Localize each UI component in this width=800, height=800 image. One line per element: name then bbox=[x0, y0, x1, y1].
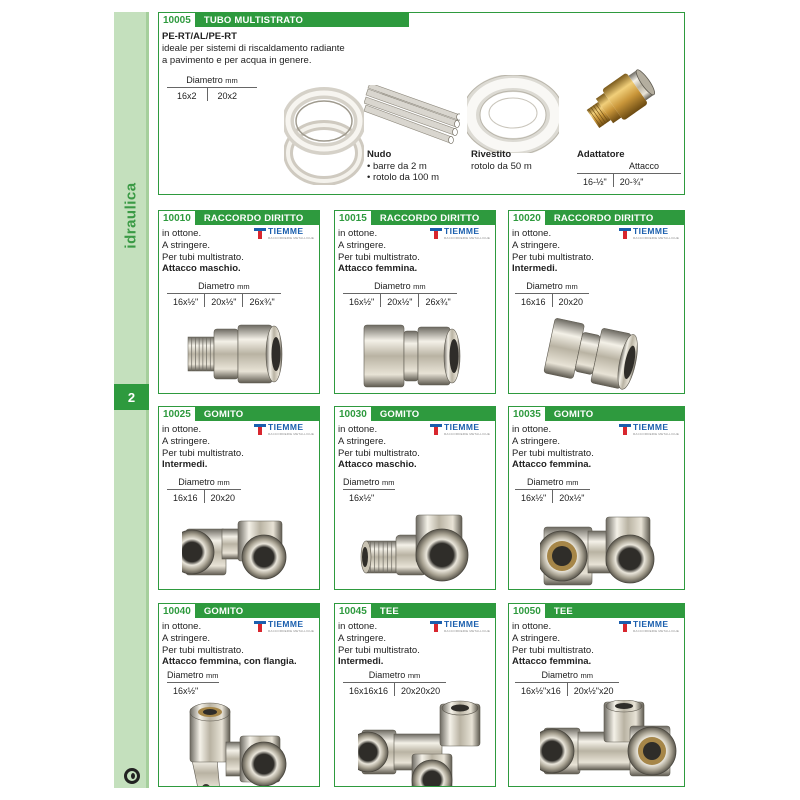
desc-line-bold: Attacco maschio. bbox=[338, 459, 417, 471]
size-table-row bbox=[343, 293, 457, 307]
brand-logo bbox=[254, 423, 314, 436]
brand-name: TIEMME bbox=[633, 422, 669, 432]
desc-line-bold: Intermedi. bbox=[338, 656, 384, 668]
tee-female-icon bbox=[540, 700, 680, 787]
size-table bbox=[515, 477, 590, 503]
product-code: 10030 bbox=[335, 407, 372, 421]
card-header bbox=[335, 211, 495, 225]
product-code: 10045 bbox=[335, 604, 372, 618]
adattatore-table-header: Attacco bbox=[628, 161, 659, 171]
product-title: RACCORDO DIRITTO bbox=[553, 212, 654, 224]
card-header bbox=[509, 407, 684, 421]
product-description bbox=[512, 621, 594, 668]
brand-logo-icon bbox=[254, 228, 266, 239]
desc-line: A stringere. bbox=[162, 632, 211, 644]
adapter-fitting-icon bbox=[567, 53, 667, 149]
brand-logo bbox=[619, 620, 679, 633]
size-table-row bbox=[167, 87, 257, 101]
desc-line-bold: Attacco femmina, con flangia. bbox=[162, 656, 297, 668]
product-card-10035 bbox=[508, 406, 685, 590]
desc-line: Per tubi multistrato. bbox=[162, 251, 244, 263]
elbow-union-icon bbox=[182, 507, 292, 590]
size-table-row bbox=[515, 489, 590, 503]
product-title: GOMITO bbox=[379, 408, 420, 420]
elbow-female-icon bbox=[540, 507, 660, 590]
adattatore-table bbox=[577, 161, 681, 187]
product-title: GOMITO bbox=[203, 605, 244, 617]
straight-union-fitting-icon bbox=[540, 315, 650, 394]
size-value: 16x½" bbox=[349, 297, 375, 307]
size-table bbox=[515, 281, 589, 307]
product-description bbox=[162, 424, 244, 471]
size-table-header: Diametro mm bbox=[343, 477, 395, 487]
brand-tagline: RACCORDERIE METALLICHE bbox=[444, 629, 491, 633]
brand-tagline: RACCORDERIE METALLICHE bbox=[268, 629, 315, 633]
desc-line: in ottone. bbox=[512, 424, 552, 435]
section-label bbox=[116, 170, 146, 260]
brand-tagline: RACCORDERIE METALLICHE bbox=[444, 432, 491, 436]
desc-line: Per tubi multistrato. bbox=[162, 644, 244, 656]
desc-line: Per tubi multistrato. bbox=[338, 644, 420, 656]
desc-line: in ottone. bbox=[338, 424, 378, 435]
size-table-header: Diametro mm bbox=[526, 477, 579, 487]
size-table-header: Diametro mm bbox=[541, 670, 593, 680]
card-header bbox=[159, 604, 319, 618]
product-title: TEE bbox=[379, 605, 399, 617]
desc-line: Per tubi multistrato. bbox=[338, 447, 420, 459]
desc-line-bold: Attacco femmina. bbox=[512, 656, 592, 668]
desc-line: A stringere. bbox=[338, 632, 387, 644]
section-label-text: idraulica bbox=[122, 181, 140, 249]
product-title: TUBO MULTISTRATO bbox=[203, 14, 304, 26]
product-title: RACCORDO DIRITTO bbox=[203, 212, 304, 224]
desc-line-bold: Intermedi. bbox=[162, 459, 208, 471]
straight-female-fitting-icon bbox=[358, 315, 468, 394]
desc-line: in ottone. bbox=[512, 228, 552, 239]
product-title: RACCORDO DIRITTO bbox=[379, 212, 480, 224]
desc-line-bold: Attacco maschio. bbox=[162, 263, 241, 275]
size-table bbox=[167, 281, 281, 307]
product-description bbox=[162, 228, 244, 275]
card-header bbox=[159, 13, 409, 27]
brand-logo bbox=[619, 227, 679, 240]
product-description bbox=[162, 31, 345, 66]
size-value: 16x16 bbox=[521, 297, 546, 307]
desc-line: A stringere. bbox=[338, 239, 387, 251]
brand-logo bbox=[430, 620, 490, 633]
page-top-strip bbox=[0, 0, 800, 7]
desc-line: in ottone. bbox=[338, 621, 378, 632]
desc-line: A stringere. bbox=[512, 632, 561, 644]
attacco-value: 20-¾" bbox=[613, 174, 650, 187]
product-code: 10035 bbox=[509, 407, 546, 421]
nudo-line: • rotolo da 100 m bbox=[367, 172, 439, 183]
size-table-row bbox=[167, 682, 219, 696]
size-table-header: Diametro mm bbox=[526, 281, 578, 291]
brand-logo-icon bbox=[254, 424, 266, 435]
product-title: GOMITO bbox=[203, 408, 244, 420]
size-value: 20x20x20 bbox=[394, 683, 446, 696]
product-description bbox=[338, 424, 420, 471]
desc-line: in ottone. bbox=[338, 228, 378, 239]
size-value: 20x½" bbox=[552, 490, 590, 503]
product-code: 10010 bbox=[159, 211, 196, 225]
product-card-10025 bbox=[158, 406, 320, 590]
product-code: 10025 bbox=[159, 407, 196, 421]
brand-name: TIEMME bbox=[268, 422, 304, 432]
card-header bbox=[509, 211, 684, 225]
straight-male-fitting-icon bbox=[182, 315, 292, 394]
product-description bbox=[338, 228, 420, 275]
attacco-value: 16-½" bbox=[583, 177, 607, 187]
desc-line: Per tubi multistrato. bbox=[162, 447, 244, 459]
adattatore-title: Adattatore bbox=[577, 149, 625, 160]
size-table-header: Diametro mm bbox=[186, 75, 238, 85]
size-table-row bbox=[515, 293, 589, 307]
product-description bbox=[338, 621, 420, 668]
product-card-10050 bbox=[508, 603, 685, 787]
size-value: 16x16x16 bbox=[349, 686, 389, 696]
size-table-header: Diametro mm bbox=[368, 670, 421, 680]
size-table-row bbox=[167, 293, 281, 307]
brand-logo-icon bbox=[619, 228, 631, 239]
brand-name: TIEMME bbox=[444, 226, 480, 236]
size-table-header: Diametro mm bbox=[198, 281, 250, 291]
size-table-row bbox=[343, 682, 446, 696]
desc-line: in ottone. bbox=[512, 621, 552, 632]
brand-logo-icon bbox=[619, 621, 631, 632]
brand-tagline: RACCORDERIE METALLICHE bbox=[633, 432, 680, 436]
brand-name: TIEMME bbox=[268, 226, 304, 236]
desc-line: Per tubi multistrato. bbox=[512, 251, 594, 263]
size-value: 26x¾" bbox=[418, 294, 456, 307]
brand-logo-icon bbox=[430, 424, 442, 435]
nudo-title: Nudo bbox=[367, 149, 392, 160]
size-table bbox=[343, 670, 446, 696]
size-table bbox=[167, 477, 241, 503]
brand-name: TIEMME bbox=[633, 226, 669, 236]
product-card-10005 bbox=[158, 12, 685, 195]
brand-name: TIEMME bbox=[444, 422, 480, 432]
size-value: 16x½" bbox=[349, 493, 375, 503]
tubo-desc-line: a pavimento e per acqua in genere. bbox=[162, 54, 312, 66]
card-header bbox=[335, 407, 495, 421]
product-code: 10040 bbox=[159, 604, 196, 618]
product-title: TEE bbox=[553, 605, 573, 617]
desc-line: Per tubi multistrato. bbox=[512, 447, 594, 459]
product-code: 10005 bbox=[159, 13, 196, 27]
desc-line-bold: Intermedi. bbox=[512, 263, 558, 275]
size-table-header: Diametro mm bbox=[178, 477, 230, 487]
size-value: 16x16 bbox=[173, 493, 198, 503]
product-code: 10050 bbox=[509, 604, 546, 618]
size-value: 26x¾" bbox=[242, 294, 280, 307]
brand-name: TIEMME bbox=[633, 619, 669, 629]
product-code: 10020 bbox=[509, 211, 546, 225]
desc-line-bold: Attacco femmina. bbox=[512, 459, 592, 471]
product-code: 10015 bbox=[335, 211, 372, 225]
publisher-logo-icon bbox=[124, 768, 140, 784]
size-table bbox=[343, 477, 395, 503]
product-description bbox=[512, 424, 594, 471]
desc-line: Per tubi multistrato. bbox=[338, 251, 420, 263]
product-description bbox=[512, 228, 594, 275]
card-header bbox=[509, 604, 684, 618]
size-value: 20x½"x20 bbox=[567, 683, 620, 696]
card-header bbox=[159, 407, 319, 421]
page-number: 2 bbox=[114, 384, 149, 410]
desc-line: A stringere. bbox=[338, 435, 387, 447]
size-table-row bbox=[343, 489, 395, 503]
size-value: 16x½"x16 bbox=[521, 686, 561, 696]
brand-tagline: RACCORDERIE METALLICHE bbox=[633, 236, 680, 240]
insulated-coil-icon bbox=[467, 75, 559, 153]
card-header bbox=[335, 604, 495, 618]
brand-logo bbox=[430, 227, 490, 240]
product-card-10040 bbox=[158, 603, 320, 787]
size-table bbox=[343, 281, 457, 307]
card-header bbox=[159, 211, 319, 225]
brand-logo-icon bbox=[619, 424, 631, 435]
product-card-10015 bbox=[334, 210, 496, 394]
desc-line: Per tubi multistrato. bbox=[512, 644, 594, 656]
product-card-10030 bbox=[334, 406, 496, 590]
desc-line: A stringere. bbox=[512, 239, 561, 251]
brand-tagline: RACCORDERIE METALLICHE bbox=[268, 236, 315, 240]
pipe-bars-icon bbox=[364, 85, 460, 155]
size-value: 16x2 bbox=[177, 91, 197, 101]
size-value: 20x½" bbox=[380, 294, 418, 307]
desc-line: in ottone. bbox=[162, 424, 202, 435]
desc-line: in ottone. bbox=[162, 228, 202, 239]
product-card-10045 bbox=[334, 603, 496, 787]
desc-line: in ottone. bbox=[162, 621, 202, 632]
size-value: 16x½" bbox=[173, 297, 199, 307]
brand-logo bbox=[430, 423, 490, 436]
tee-union-icon bbox=[358, 700, 488, 787]
elbow-flange-icon bbox=[182, 700, 292, 787]
size-value: 20x½" bbox=[204, 294, 242, 307]
nudo-line: • barre da 2 m bbox=[367, 161, 427, 172]
brand-logo-icon bbox=[430, 621, 442, 632]
desc-line: A stringere. bbox=[162, 239, 211, 251]
adattatore-table-row bbox=[577, 173, 681, 187]
brand-name: TIEMME bbox=[444, 619, 480, 629]
size-value: 20x20 bbox=[204, 490, 242, 503]
rivestito-line: rotolo da 50 m bbox=[471, 161, 532, 172]
coiled-pipe-icon bbox=[284, 81, 364, 185]
desc-line: A stringere. bbox=[162, 435, 211, 447]
size-table bbox=[167, 670, 219, 696]
size-table-row bbox=[515, 682, 619, 696]
product-title: GOMITO bbox=[553, 408, 594, 420]
product-card-10020 bbox=[508, 210, 685, 394]
size-value: 20x20 bbox=[552, 294, 590, 307]
brand-name: TIEMME bbox=[268, 619, 304, 629]
product-card-10010 bbox=[158, 210, 320, 394]
size-table-header: Diametro mm bbox=[167, 670, 219, 680]
tubo-subtitle: PE-RT/AL/PE-RT bbox=[162, 31, 237, 42]
size-value: 16x½" bbox=[173, 686, 199, 696]
size-table-row bbox=[167, 489, 241, 503]
desc-line-bold: Attacco femmina. bbox=[338, 263, 418, 275]
brand-logo bbox=[619, 423, 679, 436]
tubo-desc-line: ideale per sistemi di riscaldamento radiante bbox=[162, 42, 345, 54]
size-table bbox=[167, 75, 257, 101]
rivestito-title: Rivestito bbox=[471, 149, 512, 160]
size-table bbox=[515, 670, 619, 696]
size-value: 20x2 bbox=[207, 88, 248, 101]
brand-logo bbox=[254, 227, 314, 240]
brand-tagline: RACCORDERIE METALLICHE bbox=[268, 432, 315, 436]
product-description bbox=[162, 621, 297, 668]
brand-tagline: RACCORDERIE METALLICHE bbox=[633, 629, 680, 633]
brand-logo-icon bbox=[430, 228, 442, 239]
brand-tagline: RACCORDERIE METALLICHE bbox=[444, 236, 491, 240]
elbow-male-icon bbox=[358, 507, 474, 590]
size-value: 16x½" bbox=[521, 493, 547, 503]
desc-line: A stringere. bbox=[512, 435, 561, 447]
size-table-header: Diametro mm bbox=[374, 281, 426, 291]
